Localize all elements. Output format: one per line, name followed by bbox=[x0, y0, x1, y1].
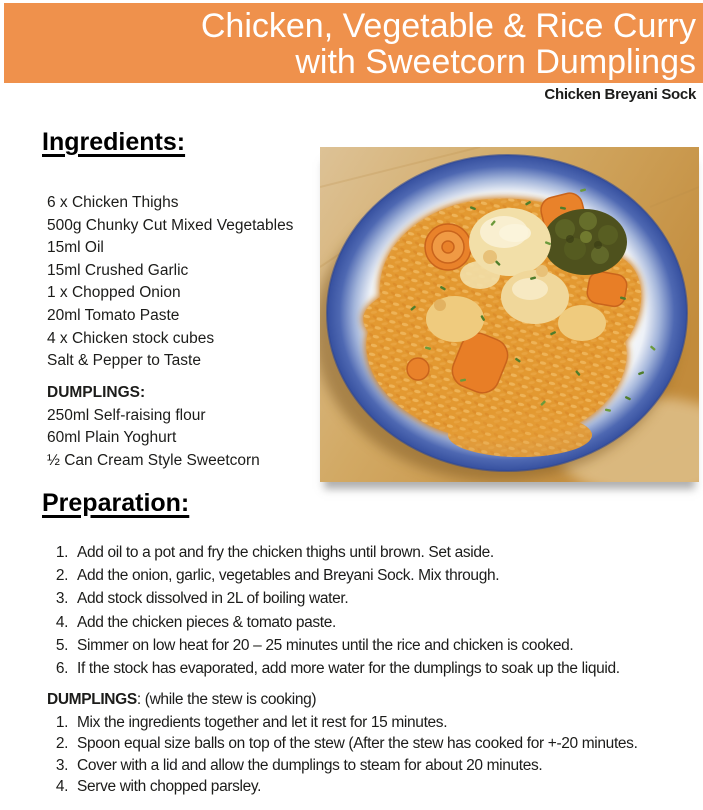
ingredients-heading: Ingredients: bbox=[42, 128, 186, 156]
dumpling-step: 3. Cover with a lid and allow the dumplings to steam for about 20 minutes. bbox=[72, 755, 638, 777]
recipe-photo bbox=[320, 147, 699, 482]
dumplings-steps-list bbox=[47, 712, 638, 798]
preparation-step: 5. Simmer on low heat for 20 – 25 minutes until the rice and chicken is cooked. bbox=[72, 634, 620, 657]
recipe-title-line-2: with Sweetcorn Dumplings bbox=[295, 43, 696, 81]
recipe-subtitle: Chicken Breyani Sock bbox=[544, 86, 696, 103]
dumplings-ingredients-heading: DUMPLINGS: bbox=[47, 384, 146, 401]
preparation-step: 1. Add oil to a pot and fry the chicken thighs until brown. Set aside. bbox=[72, 541, 620, 564]
ingredient-item: 20ml Tomato Paste bbox=[47, 306, 180, 324]
preparation-step: 4. Add the chicken pieces & tomato paste. bbox=[72, 611, 620, 634]
dumpling-step: 4. Serve with chopped parsley. bbox=[72, 776, 638, 798]
dumpling-ingredient-item: 60ml Plain Yoghurt bbox=[47, 429, 177, 447]
dumpling-ingredient-item: 250ml Self-raising flour bbox=[47, 406, 206, 424]
dumplings-ingredients-list bbox=[47, 405, 260, 473]
dumpling-step: 2. Spoon equal size balls on top of the stew (After the stew has cooked for +-20 minutes. bbox=[72, 733, 638, 755]
dumplings-ingredients-block bbox=[47, 382, 260, 472]
recipe-title-line-1: Chicken, Vegetable & Rice Curry bbox=[200, 7, 696, 45]
preparation-heading: Preparation: bbox=[42, 489, 190, 517]
preparation-step: 2. Add the onion, garlic, vegetables and Breyani Sock. Mix through. bbox=[72, 564, 620, 587]
dumpling-step: 1. Mix the ingredients together and let it rest for 15 minutes. bbox=[72, 712, 638, 734]
ingredient-item: 500g Chunky Cut Mixed Vegetables bbox=[47, 216, 294, 234]
ingredient-item: 4 x Chicken stock cubes bbox=[47, 329, 215, 347]
preparation-steps-list bbox=[47, 541, 620, 680]
dumplings-preparation-label: DUMPLINGS bbox=[47, 691, 137, 708]
ingredients-list bbox=[47, 192, 293, 373]
preparation-step: 3. Add stock dissolved in 2L of boiling water. bbox=[72, 587, 620, 610]
dumplings-preparation-block bbox=[47, 689, 638, 798]
ingredient-item: 1 x Chopped Onion bbox=[47, 284, 181, 302]
ingredient-item: 6 x Chicken Thighs bbox=[47, 194, 179, 211]
ingredient-item: 15ml Oil bbox=[47, 239, 104, 257]
ingredient-item: 15ml Crushed Garlic bbox=[47, 261, 189, 279]
title-banner bbox=[4, 3, 703, 83]
broccoli-piece bbox=[543, 209, 627, 275]
ingredient-item: Salt & Pepper to Taste bbox=[47, 352, 201, 370]
dumpling-ingredient-item: ½ Can Cream Style Sweetcorn bbox=[47, 451, 260, 469]
preparation-step: 6. If the stock has evaporated, add more water for the dumplings to soak up the liquid. bbox=[72, 657, 620, 680]
dumplings-preparation-heading bbox=[47, 689, 638, 711]
dumplings-preparation-note: : (while the stew is cooking) bbox=[136, 691, 317, 708]
